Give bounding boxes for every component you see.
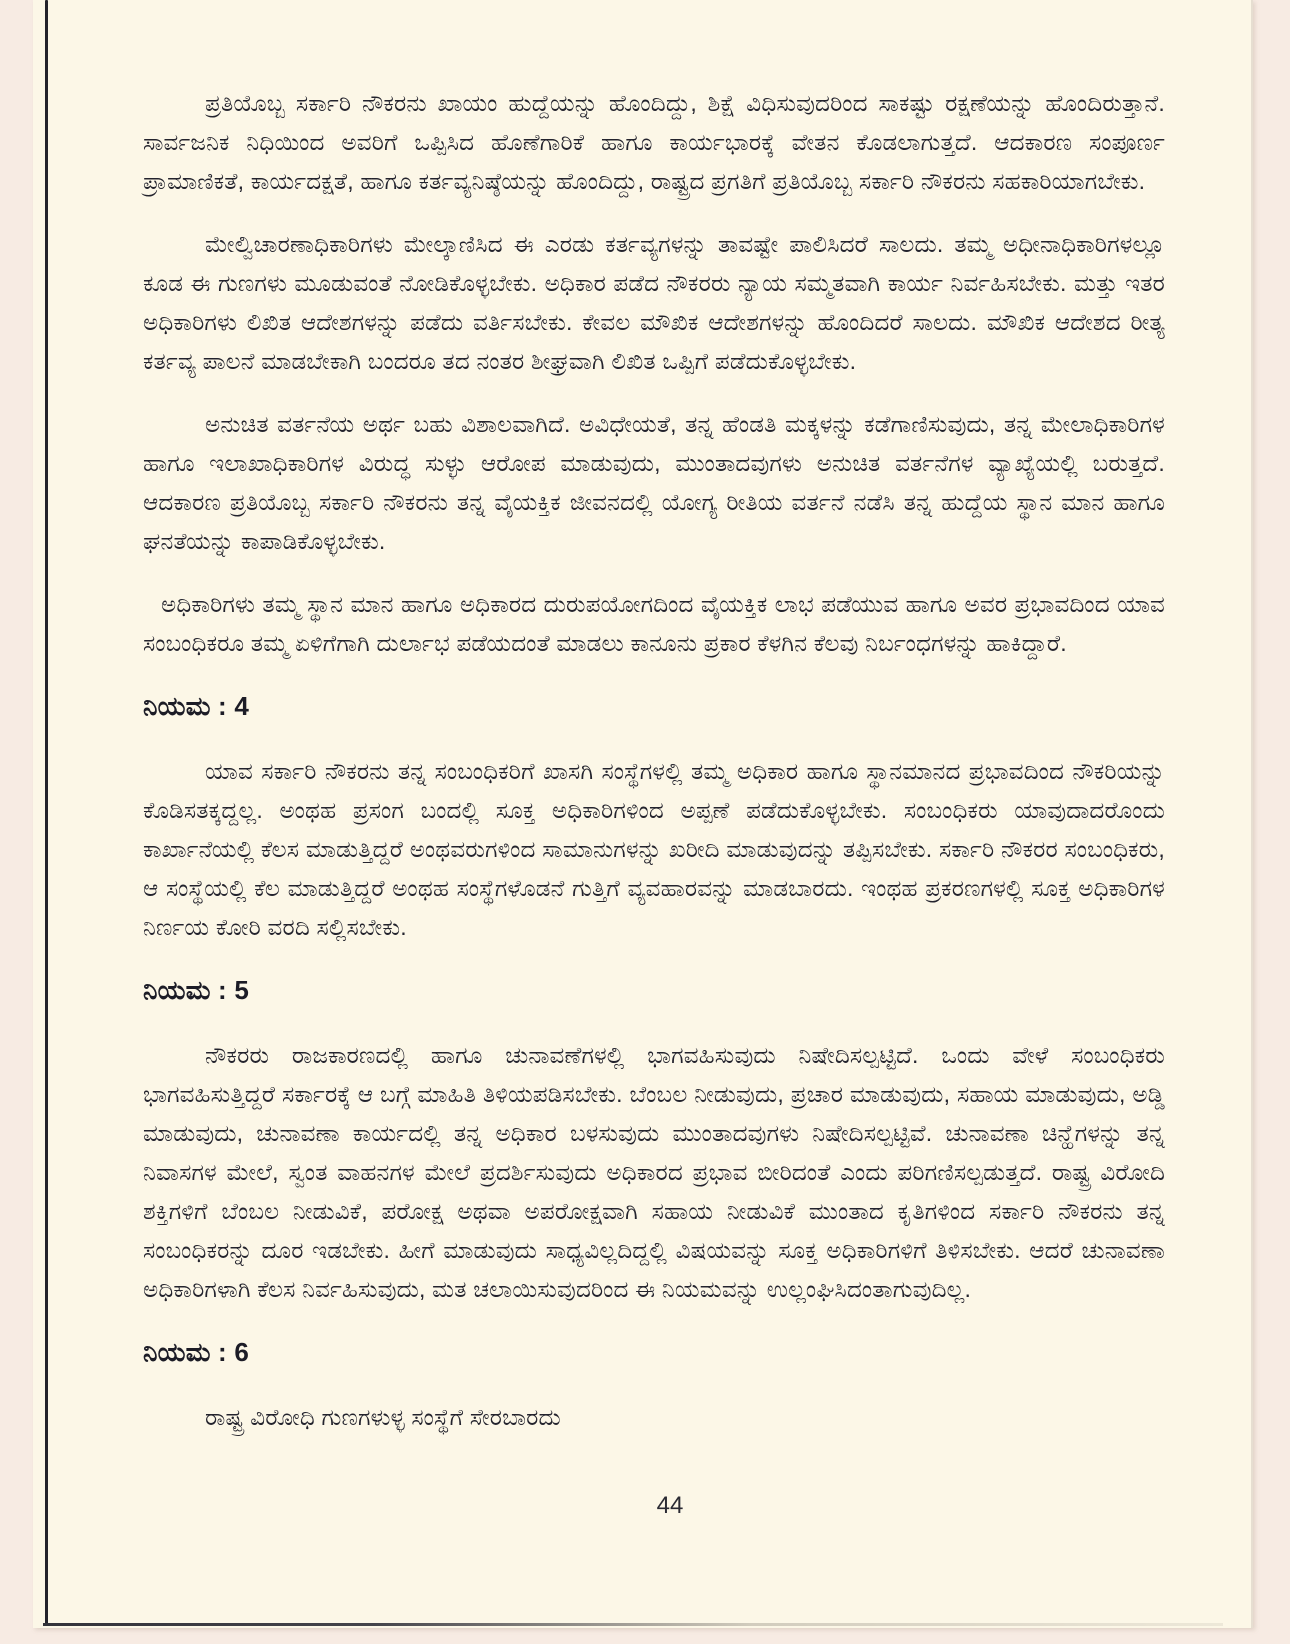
paragraph: ಪ್ರತಿಯೊಬ್ಬ ಸರ್ಕಾರಿ ನೌಕರನು ಖಾಯಂ ಹುದ್ದೆಯನ್ನು ಹೊಂದಿದ್ದು, ಶಿಕ್ಷೆ ವಿಧಿಸುವುದರಿಂದ ಸಾಕಷ್ಟು ರಕ್ಷಣೆಯನ್ನು ಹೊಂದಿರುತ್ತಾನೆ. ಸಾರ್ವಜನಿಕ ನಿಧಿಯಿಂದ ಅವರಿಗೆ ಒಪ್ಪಿಸಿದ ಹೊಣೆಗಾರಿಕೆ ಹಾಗೂ ಕಾರ್ಯಭಾರಕ್ಕೆ ವೇತನ ಕೊಡಲಾಗುತ್ತದೆ. ಆದಕಾರಣ ಸಂಪೂರ್ಣ ಪ್ರಾಮಾಣಿಕತೆ, ಕಾರ್ಯದಕ್ಷತೆ, ಹಾಗೂ ಕರ್ತವ್ಯನಿಷ್ಠೆಯನ್ನು ಹೊಂದಿದ್ದು, ರಾಷ್ಟ್ರದ ಪ್ರಗತಿಗೆ ಪ್ರತಿಯೊಬ್ಬ ಸರ್ಕಾರಿ ನೌಕರನು ಸಹಕಾರಿಯಾಗಬೇಕು. xyxy=(143,90,1165,194)
paragraph: ಯಾವ ಸರ್ಕಾರಿ ನೌಕರನು ತನ್ನ ಸಂಬಂಧಿಕರಿಗೆ ಖಾಸಗಿ ಸಂಸ್ಥೆಗಳಲ್ಲಿ ತಮ್ಮ ಅಧಿಕಾರ ಹಾಗೂ ಸ್ಥಾನಮಾನದ ಪ್ರಭಾವದಿಂದ ನೌಕರಿಯನ್ನು ಕೊಡಿಸತಕ್ಕದ್ದಲ್ಲ. ಅಂಥಹ ಪ್ರಸಂಗ ಬಂದಲ್ಲಿ ಸೂಕ್ತ ಅಧಿಕಾರಿಗಳಿಂದ ಅಪ್ಪಣೆ ಪಡೆದುಕೊಳ್ಳಬೇಕು. ಸಂಬಂಧಿಕರು ಯಾವುದಾದರೊಂದು ಕಾರ್ಖಾನೆಯಲ್ಲಿ ಕೆಲಸ ಮಾಡುತ್ತಿದ್ದರೆ ಅಂಥವರುಗಳಿಂದ ಸಾಮಾನುಗಳನ್ನು ಖರೀದಿ ಮಾಡುವುದನ್ನು ತಪ್ಪಿಸಬೇಕು. ಸರ್ಕಾರಿ ನೌಕರರ ಸಂಬಂಧಿಕರು, ಆ ಸಂಸ್ಥೆಯಲ್ಲಿ ಕೆಲ ಮಾಡುತ್ತಿದ್ದರೆ ಅಂಥಹ ಸಂಸ್ಥೆಗಳೊಡನೆ ಗುತ್ತಿಗೆ ವ್ಯವಹಾರವನ್ನು ಮಾಡಬಾರದು. ಇಂಥಹ ಪ್ರಕರಣಗಳಲ್ಲಿ ಸೂಕ್ತ ಅಧಿಕಾರಿಗಳ ನಿರ್ಣಯ ಕೋರಿ ವರದಿ ಸಲ್ಲಿಸಬೇಕು. xyxy=(143,758,1165,940)
paragraph: ಅಧಿಕಾರಿಗಳು ತಮ್ಮ ಸ್ಥಾನ ಮಾನ ಹಾಗೂ ಅಧಿಕಾರದ ದುರುಪಯೋಗದಿಂದ ವೈಯಕ್ತಿಕ ಲಾಭ ಪಡೆಯುವ ಹಾಗೂ ಅವರ ಪ್ರಭಾವದಿಂದ ಯಾವ ಸಂಬಂಧಿಕರೂ ತಮ್ಮ ಏಳಿಗೆಗಾಗಿ ದುರ್ಲಾಭ ಪಡೆಯದಂತೆ ಮಾಡಲು ಕಾನೂನು ಪ್ರಕಾರ ಕೆಳಗಿನ ಕೆಲವು ನಿರ್ಬಂಧಗಳನ್ನು ಹಾಕಿದ್ದಾರೆ. xyxy=(143,591,1165,656)
page-binding-rule xyxy=(45,0,48,1626)
section-heading: ನಿಯಮ : 6 xyxy=(143,1337,249,1367)
section-heading: ನಿಯಮ : 5 xyxy=(143,975,249,1005)
page-number: 44 xyxy=(656,1492,684,1519)
section-heading: ನಿಯಮ : 4 xyxy=(143,691,249,721)
paragraph: ನೌಕರರು ರಾಜಕಾರಣದಲ್ಲಿ ಹಾಗೂ ಚುನಾವಣೆಗಳಲ್ಲಿ ಭಾಗವಹಿಸುವುದು ನಿಷೇದಿಸಲ್ಪಟ್ಟಿದೆ. ಒಂದು ವೇಳೆ ಸಂಬಂಧಿಕರು ಭಾಗವಹಿಸುತ್ತಿದ್ದರೆ ಸರ್ಕಾರಕ್ಕೆ ಆ ಬಗ್ಗೆ ಮಾಹಿತಿ ತಿಳಿಯಪಡಿಸಬೇಕು. ಬೆಂಬಲ ನೀಡುವುದು, ಪ್ರಚಾರ ಮಾಡುವುದು, ಸಹಾಯ ಮಾಡುವುದು, ಅಡ್ಡಿ ಮಾಡುವುದು, ಚುನಾವಣಾ ಕಾರ್ಯದಲ್ಲಿ ತನ್ನ ಅಧಿಕಾರ ಬಳಸುವುದು ಮುಂತಾದವುಗಳು ನಿಷೇದಿಸಲ್ಪಟ್ಟಿವೆ. ಚುನಾವಣಾ ಚಿನ್ಹೆಗಳನ್ನು ತನ್ನ ನಿವಾಸಗಳ ಮೇಲೆ, ಸ್ವಂತ ವಾಹನಗಳ ಮೇಲೆ ಪ್ರದರ್ಶಿಸುವುದು ಅಧಿಕಾರದ ಪ್ರಭಾವ ಬೀರಿದಂತೆ ಎಂದು ಪರಿಗಣಿಸಲ್ಪಡುತ್ತದೆ. ರಾಷ್ಟ್ರ ವಿರೋದಿ ಶಕ್ತಿಗಳಿಗೆ ಬೆಂಬಲ ನೀಡುವಿಕೆ, ಪರೋಕ್ಷ ಅಥವಾ ಅಪರೋಕ್ಷವಾಗಿ ಸಹಾಯ ನೀಡುವಿಕೆ ಮುಂತಾದ ಕೃತಿಗಳಿಂದ ಸರ್ಕಾರಿ ನೌಕರನು ತನ್ನ ಸಂಬಂಧಿಕರನ್ನು ದೂರ ಇಡಬೇಕು. ಹೀಗೆ ಮಾಡುವುದು ಸಾಧ್ಯವಿಲ್ಲದಿದ್ದಲ್ಲಿ ವಿಷಯವನ್ನು ಸೂಕ್ತ ಅಧಿಕಾರಿಗಳಿಗೆ ತಿಳಿಸಬೇಕು. ಆದರೆ ಚುನಾವಣಾ ಅಧಿಕಾರಿಗಳಾಗಿ ಕೆಲಸ ನಿರ್ವಹಿಸುವುದು, ಮತ ಚಲಾಯಿಸುವುದರಿಂದ ಈ ನಿಯಮವನ್ನು ಉಲ್ಲಂಘಿಸಿದಂತಾಗುವುದಿಲ್ಲ. xyxy=(143,1042,1165,1302)
page-bottom-edge xyxy=(43,1623,1223,1626)
paragraph: ಅನುಚಿತ ವರ್ತನೆಯ ಅರ್ಥ ಬಹು ವಿಶಾಲವಾಗಿದೆ. ಅವಿಧೇಯತೆ, ತನ್ನ ಹೆಂಡತಿ ಮಕ್ಕಳನ್ನು ಕಡೆಗಾಣಿಸುವುದು, ತನ್ನ ಮೇಲಾಧಿಕಾರಿಗಳ ಹಾಗೂ ಇಲಾಖಾಧಿಕಾರಿಗಳ ವಿರುದ್ಧ ಸುಳ್ಳು ಆರೋಪ ಮಾಡುವುದು, ಮುಂತಾದವುಗಳು ಅನುಚಿತ ವರ್ತನೆಗಳ ವ್ಯಾಖ್ಯೆಯಲ್ಲಿ ಬರುತ್ತದೆ. ಆದಕಾರಣ ಪ್ರತಿಯೊಬ್ಬ ಸರ್ಕಾರಿ ನೌಕರನು ತನ್ನ ವೈಯಕ್ತಿಕ ಜೀವನದಲ್ಲಿ ಯೋಗ್ಯ ರೀತಿಯ ವರ್ತನೆ ನಡೆಸಿ ತನ್ನ ಹುದ್ದೆಯ ಸ್ಥಾನ ಮಾನ ಹಾಗೂ ಘನತೆಯನ್ನು ಕಾಪಾಡಿಕೊಳ್ಳಬೇಕು. xyxy=(143,411,1165,554)
page-sheet xyxy=(33,0,1253,1628)
document-body xyxy=(143,84,1165,1461)
paragraph: ರಾಷ್ಟ್ರ ವಿರೋಧಿ ಗುಣಗಳುಳ್ಳ ಸಂಸ್ಥೆಗೆ ಸೇರಬಾರದು xyxy=(205,1404,561,1430)
paragraph: ಮೇಲ್ವಿಚಾರಣಾಧಿಕಾರಿಗಳು ಮೇಲ್ಕಾಣಿಸಿದ ಈ ಎರಡು ಕರ್ತವ್ಯಗಳನ್ನು ತಾವಷ್ಟೇ ಪಾಲಿಸಿದರೆ ಸಾಲದು. ತಮ್ಮ ಅಧೀನಾಧಿಕಾರಿಗಳಲ್ಲೂ ಕೂಡ ಈ ಗುಣಗಳು ಮೂಡುವಂತೆ ನೋಡಿಕೊಳ್ಳಬೇಕು. ಅಧಿಕಾರ ಪಡೆದ ನೌಕರರು ನ್ಯಾಯ ಸಮ್ಮತವಾಗಿ ಕಾರ್ಯ ನಿರ್ವಹಿಸಬೇಕು. ಮತ್ತು ಇತರ ಅಧಿಕಾರಿಗಳು ಲಿಖಿತ ಆದೇಶಗಳನ್ನು ಪಡೆದು ವರ್ತಿಸಬೇಕು. ಕೇವಲ ಮೌಖಿಕ ಆದೇಶಗಳನ್ನು ಹೊಂದಿದರೆ ಸಾಲದು. ಮೌಖಿಕ ಆದೇಶದ ರೀತ್ಯ ಕರ್ತವ್ಯ ಪಾಲನೆ ಮಾಡಬೇಕಾಗಿ ಬಂದರೂ ತದ ನಂತರ ಶೀಘ್ರವಾಗಿ ಲಿಖಿತ ಒಪ್ಪಿಗೆ ಪಡೆದುಕೊಳ್ಳಬೇಕು. xyxy=(143,231,1165,374)
